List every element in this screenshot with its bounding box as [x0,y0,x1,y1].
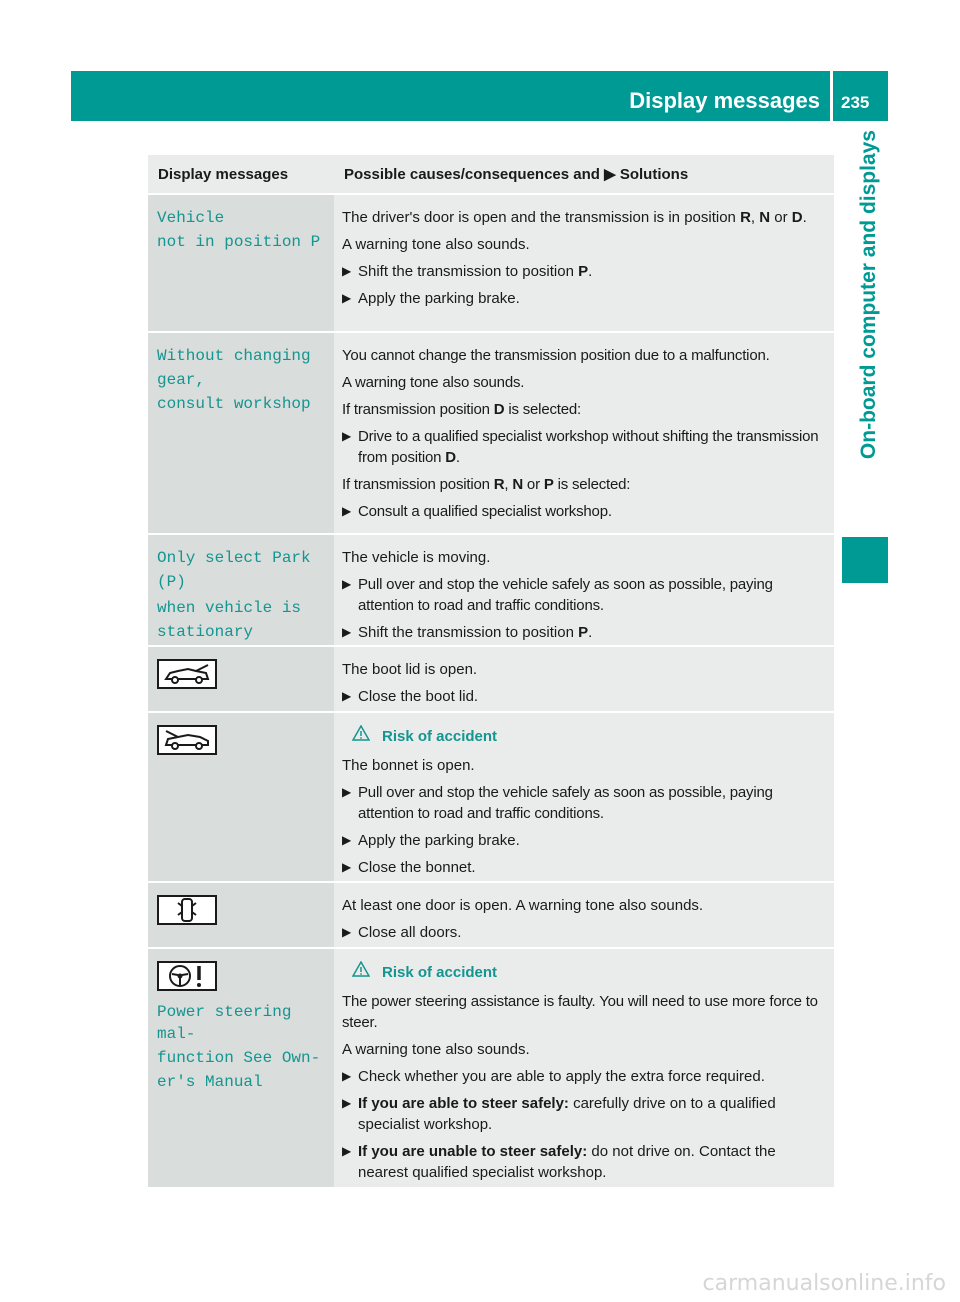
display-message-line: Only select Park [157,549,311,567]
step-arrow-icon: ▶ [342,925,352,939]
table-row [148,535,834,647]
instruction-step: ▶ Drive to a qualified specialist workshop without shifting the transmission from position D. [342,428,819,466]
page-number: 235 [841,93,870,112]
watermark: carmanualsonline.info [702,1271,946,1296]
instruction-step: ▶ Pull over and stop the vehicle safely as soon as possible, paying attention to road and traffic conditions. [342,784,773,822]
step-arrow-icon: ▶ [342,785,352,799]
section-tab-label: On-board computer and displays [857,130,880,460]
instruction-step: ▶ Apply the parking brake. [342,290,520,307]
instruction-step: ▶ Close the boot lid. [342,688,479,705]
table-row [148,647,834,713]
header-divider [830,71,833,121]
cause-text: The vehicle is moving. [342,549,491,566]
instruction-step: ▶ Check whether you are able to apply the extra force required. [342,1068,765,1085]
display-message-cell [148,713,334,881]
cause-text: A warning tone also sounds. [342,1041,530,1058]
cause-text: The power steering assistance is faulty. You will need to use more force to steer. [342,993,818,1031]
step-arrow-icon: ▶ [342,577,352,591]
display-message-cell [148,535,334,645]
cause-text: You cannot change the transmission position due to a malfunction. [342,347,770,364]
causes-cell [334,195,834,331]
display-message-line: consult workshop [157,395,311,413]
cause-text: The bonnet is open. [342,757,475,774]
step-arrow-icon: ▶ [342,1144,352,1158]
step-arrow-icon: ▶ [342,833,352,847]
instruction-step: ▶ If you are unable to steer safely: do not drive on. Contact the nearest qualified specialist workshop. [342,1143,776,1181]
display-message-line: er's Manual [157,1073,263,1091]
instruction-step: ▶ Close all doors. [342,924,462,941]
display-message-line: not in position P [157,233,321,251]
cause-text: The boot lid is open. [342,661,478,678]
table-row [148,949,834,1187]
table-header [148,155,834,195]
step-arrow-icon: ▶ [342,291,352,305]
display-message-cell [148,883,334,947]
instruction-step: ▶ Shift the transmission to position P. [342,624,593,641]
display-message-cell [148,333,334,533]
power-steering-icon [157,961,217,991]
column-header-messages: Display messages [158,165,289,183]
cause-text: If transmission position D is selected: [342,401,581,418]
page-header [71,71,888,121]
display-message-line: Vehicle [157,209,225,227]
causes-cell [334,535,834,645]
causes-cell [334,647,834,711]
causes-cell [334,949,834,1187]
table-row [148,883,834,949]
causes-cell [334,713,834,881]
instruction-step: ▶ Close the bonnet. [342,859,476,876]
step-arrow-icon: ▶ [342,264,352,278]
column-header-solutions-label: Solutions [619,166,689,183]
display-message-cell [148,949,334,1187]
step-arrow-icon: ▶ [342,1096,352,1110]
instruction-step: ▶ Shift the transmission to position P. [342,263,593,280]
step-arrow-icon: ▶ [342,860,352,874]
display-message-cell [148,195,334,331]
step-arrow-icon: ▶ [342,625,352,639]
cause-text: The driver's door is open and the transmission is in position R, N or D. [342,209,807,226]
display-message-line: gear, [157,371,206,389]
warning-triangle-icon [342,725,382,747]
warning-heading: Risk of accident [342,961,828,983]
column-header-causes-label: Possible causes/consequences and [344,166,600,183]
cause-text: A warning tone also sounds. [342,374,525,391]
instruction-step: ▶ Consult a qualified specialist workshop. [342,503,612,520]
causes-cell [334,333,834,533]
table-row [148,195,834,333]
column-header-causes [336,165,834,183]
step-arrow-icon: ▶ [342,1069,352,1083]
display-message-line: Power steering mal‐ [157,1003,292,1043]
warning-triangle-icon [342,961,382,983]
cause-text: At least one door is open. A warning tone also sounds. [342,897,704,914]
table-row [148,333,834,535]
instruction-step: ▶ Apply the parking brake. [342,832,520,849]
door-open-icon [157,895,217,925]
step-arrow-icon: ▶ [342,689,352,703]
cause-text: A warning tone also sounds. [342,236,530,253]
step-arrow-icon: ▶ [342,504,352,518]
bonnet-open-icon [157,725,217,755]
instruction-step: ▶ Pull over and stop the vehicle safely as soon as possible, paying attention to road and traffic conditions. [342,576,773,614]
instruction-step: ▶ If you are able to steer safely: carefully drive on to a qualified specialist workshop. [342,1095,776,1133]
display-message-line: Without changing [157,347,311,365]
table-row [148,713,834,883]
warning-heading: Risk of accident [342,725,828,747]
section-marker [842,537,888,583]
display-message-cell [148,647,334,711]
display-message-line: function See Own‐ [157,1049,321,1067]
header-title: Display messages [629,88,820,113]
step-arrow-icon: ▶ [342,429,352,443]
arrow-icon: ▶ [604,166,616,183]
cause-text: If transmission position R, N or P is selected: [342,476,631,493]
display-message-line: stationary [157,623,254,641]
causes-cell [334,883,834,947]
display-message-line: when vehicle is [157,599,302,617]
display-messages-table [148,155,834,1187]
display-message-line: (P) [157,573,186,591]
boot-open-icon [157,659,217,689]
section-tab [842,130,888,530]
